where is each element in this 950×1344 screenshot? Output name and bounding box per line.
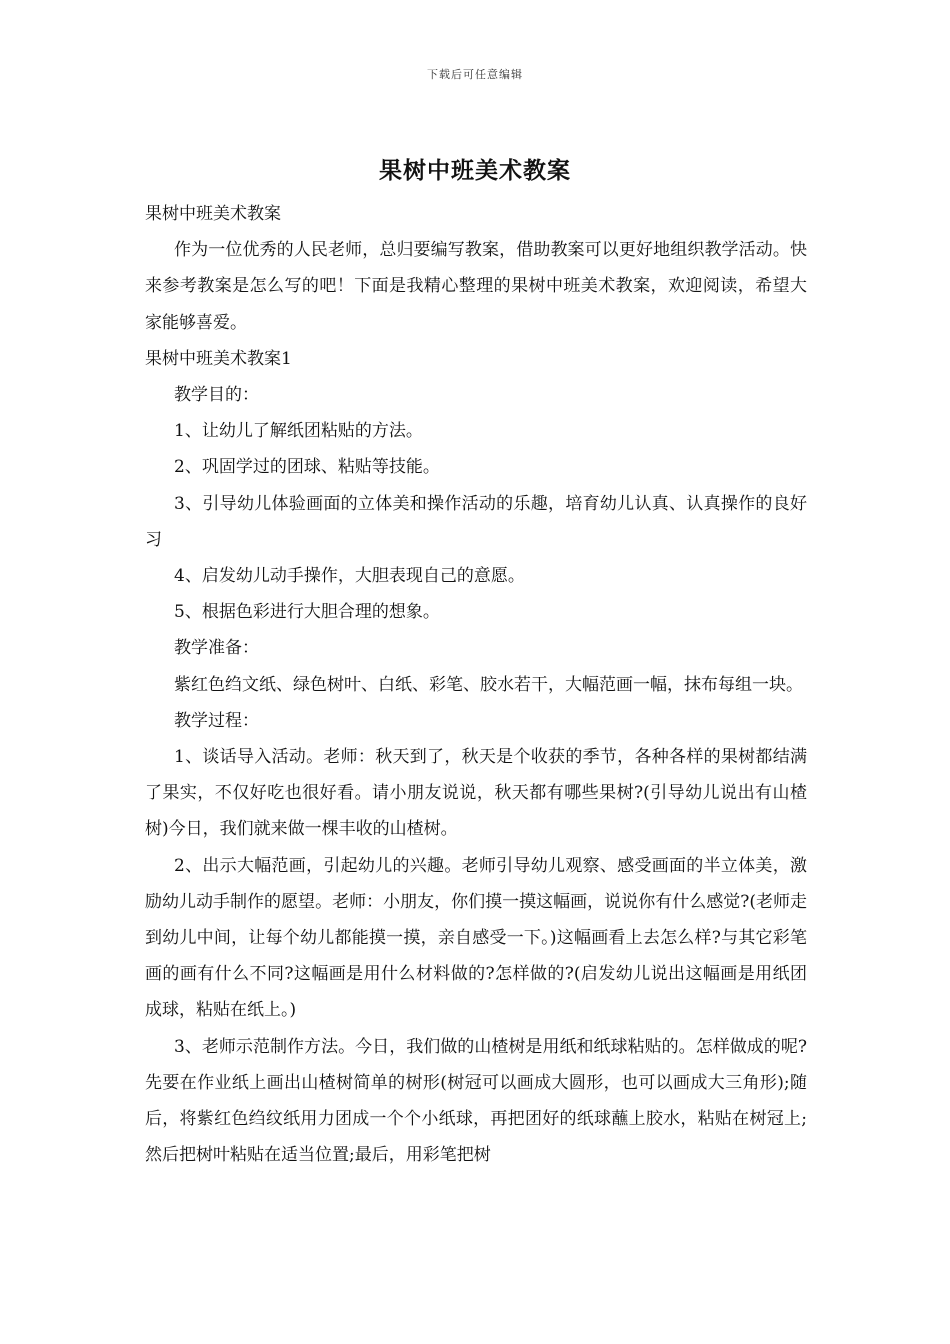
paragraph: 3、引导幼儿体验画面的立体美和操作活动的乐趣，培育幼儿认真、认真操作的良好习 <box>145 493 807 550</box>
paragraph: 1、让幼儿了解纸团粘贴的方法。 <box>174 421 423 442</box>
page-title: 果树中班美术教案 <box>379 157 571 184</box>
paragraph: 1、谈话导入活动。老师：秋天到了，秋天是个收获的季节，各种各样的果树都结满了果实，不仅好吃也很好看。请小朋友说说，秋天都有哪些果树?(引导幼儿说出有山楂树)今日，我们就来做一棵丰收的山楂树。 <box>145 747 807 840</box>
paragraph: 紫红色绉文纸、绿色树叶、白纸、彩笔、胶水若干，大幅范画一幅，抹布每组一块。 <box>174 674 803 695</box>
paragraph: 果树中班美术教案1 <box>145 348 292 369</box>
paragraph: 5、根据色彩进行大胆合理的想象。 <box>174 602 440 623</box>
paragraph: 教学过程： <box>174 710 259 731</box>
paragraph: 3、老师示范制作方法。今日，我们做的山楂树是用纸和纸球粘贴的。怎样做成的呢?先要在作业纸上画出山楂树简单的树形(树冠可以画成大圆形，也可以画成大三角形);随后，将紫红色绉纹纸用力团成一个个小纸球，再把团好的纸球蘸上胶水，粘贴在树冠上;然后把树叶粘贴在适当位置;最后，用彩笔把树 <box>145 1036 807 1166</box>
paragraph: 4、启发幼儿动手操作，大胆表现自己的意愿。 <box>174 566 525 587</box>
paragraph: 2、出示大幅范画，引起幼儿的兴趣。老师引导幼儿观察、感受画面的半立体美，激励幼儿动手制作的愿望。老师：小朋友，你们摸一摸这幅画，说说你有什么感觉?(老师走到幼儿中间，让每个幼儿都能摸一摸，亲自感受一下。)这幅画看上去怎么样?与其它彩笔画的画有什么不同?这幅画是用什么材料做的?怎样做的?(启发幼儿说出这幅画是用纸团成球，粘贴在纸上。) <box>145 855 807 1021</box>
paragraph: 教学目的： <box>174 385 259 406</box>
paragraph: 果树中班美术教案 <box>145 204 281 224</box>
header-note: 下载后可任意编辑 <box>427 68 523 81</box>
paragraph: 作为一位优秀的人民老师，总归要编写教案，借助教案可以更好地组织教学活动。快来参考教案是怎么写的吧！下面是我精心整理的果树中班美术教案，欢迎阅读，希望大家能够喜爱。 <box>145 240 807 333</box>
paragraph: 2、巩固学过的团球、粘贴等技能。 <box>174 457 440 478</box>
document-body <box>145 196 807 1173</box>
paragraph: 教学准备： <box>174 638 259 659</box>
